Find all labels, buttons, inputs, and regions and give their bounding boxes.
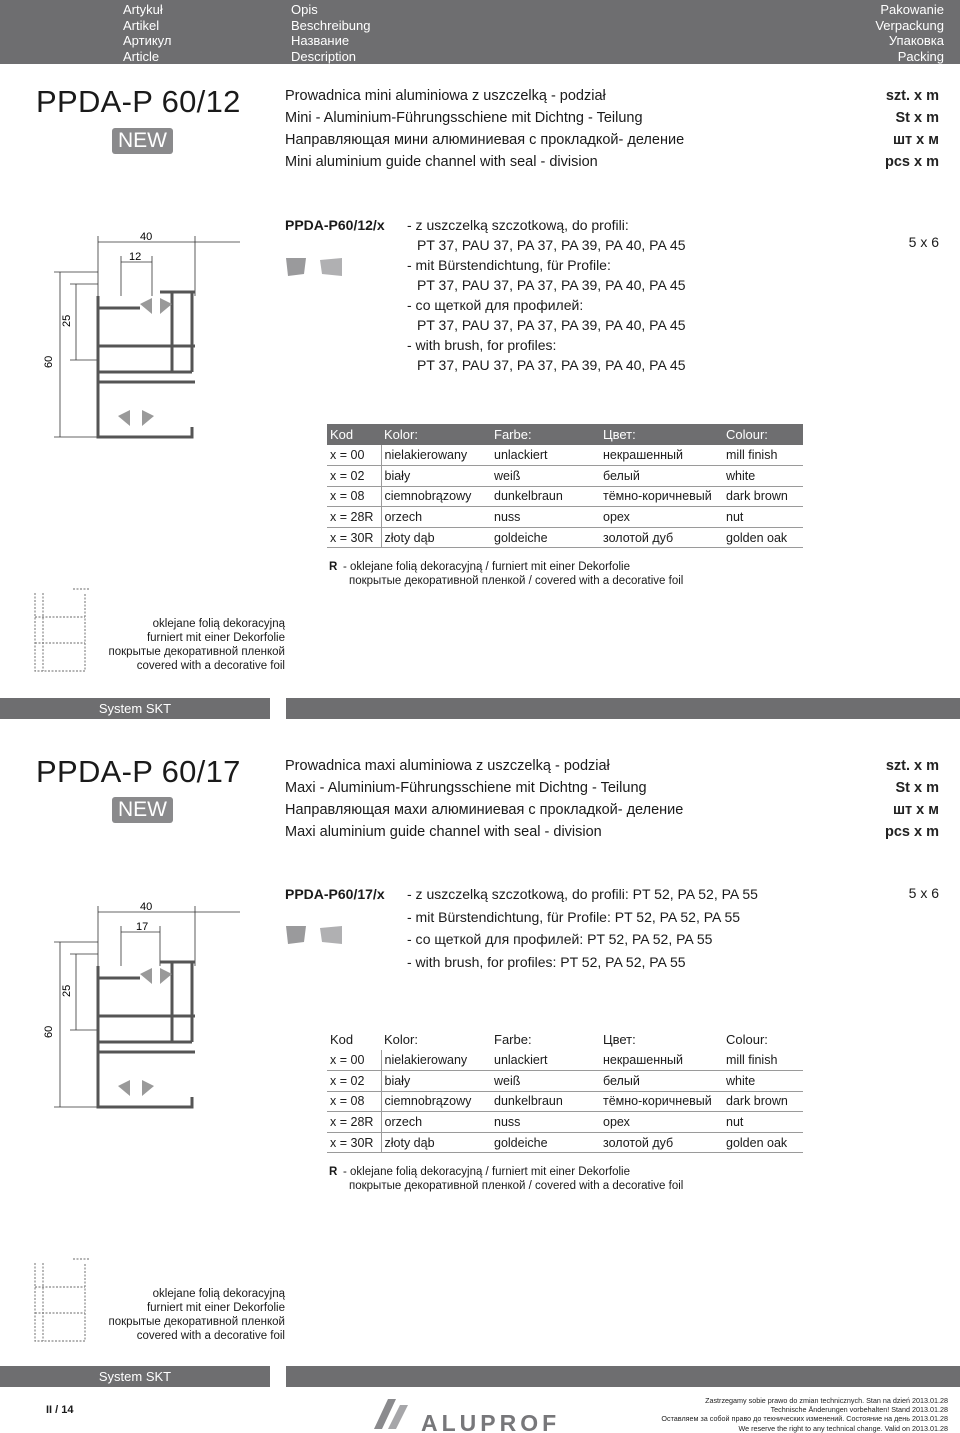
dim-height: 60: [43, 355, 55, 368]
table-row: x = 02 biały weiß белый white: [327, 466, 803, 487]
dim-width: 40: [140, 231, 153, 243]
colour-table: [327, 424, 803, 548]
colour-table-header: Kod Kolor: Farbe: Цвет: Colour:: [327, 1029, 803, 1050]
dim-width: 40: [140, 901, 153, 913]
table-row: x = 08 ciemnobrązowy dunkelbraun тёмно-коричневый dark brown: [327, 486, 803, 507]
brand-logo: ALUPROF: [421, 1410, 561, 1433]
order-code: PPDA-P60/12/x: [285, 217, 385, 233]
table-row: x = 08 ciemnobrązowy dunkelbraun тёмно-коричневый dark brown: [327, 1091, 803, 1112]
order-code: PPDA-P60/17/x: [285, 886, 385, 902]
product-units: szt. x m St x m шт x м pcs x m: [885, 758, 939, 840]
table-row: x = 00 nielakierowany unlackiert некрашенный mill finish: [327, 1050, 803, 1071]
foil-caption: oklejane folią dekoracyjną furniert mit einer Dekorfolie покрытые декоративной пленкой covered with a decorative foil: [108, 1288, 285, 1342]
table-row: x = 00 nielakierowany unlackiert некрашенный mill finish: [327, 445, 803, 466]
pack-quantity: 5 x 6: [908, 234, 939, 250]
foil-note: R - oklejane folią dekoracyjną / furniert mit einer Dekorfolie покрытые декоративной пленкой / covered with a decorative foil: [329, 561, 684, 587]
product-code: PPDA-P 60/12: [36, 84, 241, 119]
table-row: x = 28R orzech nuss орех nut: [327, 1112, 803, 1133]
brush-seal-icon: [284, 256, 346, 278]
table-row: x = 02 biały weiß белый white: [327, 1071, 803, 1092]
foil-caption: oklejane folią dekoracyjną furniert mit einer Dekorfolie покрытые декоративной пленкой covered with a decorative foil: [108, 618, 285, 672]
foil-profile-thumbnail: [33, 587, 91, 673]
dim-partial: 25: [61, 984, 73, 997]
compatibility-spec: - z uszczelką szczotkową, do profili: PT 52, PA 52, PA 55 - mit Bürstendichtung, für Profile: PT 52, PA 52, PA 55 - со щеткой для профилей: PT 52, PA 52, PA 55 - with brush, for profiles: PT 52, PA 52, PA 55: [407, 886, 758, 970]
profile-cross-section-drawing: [40, 222, 210, 444]
system-bar-fill: [286, 698, 960, 719]
legal-notice: Zastrzegamy sobie prawo do zmian technicznych. Stan na dzień 2013.01.28 Technische Änderungen vorbehalten! Stand 2013.01.28 Оставляем за собой право до технических изменений. Состояние на день 2013.01.28 We reserve the right to any technical change. Valid on 2013.01.28: [661, 1396, 948, 1433]
header-packing: Pakowanie Verpackung Упаковка Packing: [875, 2, 944, 64]
new-badge: NEW: [112, 797, 173, 823]
pack-quantity: 5 x 6: [908, 885, 939, 901]
colour-table-header: Kod Kolor: Farbe: Цвет: Colour:: [327, 424, 803, 445]
system-bar: [0, 698, 960, 719]
table-row: x = 30R złoty dąb goldeiche золотой дуб golden oak: [327, 1132, 803, 1153]
product-code: PPDA-P 60/17: [36, 754, 241, 789]
profile-cross-section-drawing: [40, 892, 210, 1114]
new-badge: NEW: [112, 128, 173, 154]
system-label: System SKT: [0, 1366, 270, 1387]
aluprof-logo-icon: [370, 1395, 418, 1433]
dim-inner: 12: [129, 251, 142, 263]
column-header-bar: [0, 0, 960, 64]
colour-table: [327, 1029, 803, 1153]
header-description: Opis Beschreibung Название Description: [291, 2, 371, 64]
header-article: Artykuł Artikel Артикул Article: [123, 2, 172, 64]
dim-partial: 25: [61, 314, 73, 327]
table-row: x = 28R orzech nuss орех nut: [327, 507, 803, 528]
system-bar-fill: [286, 1366, 960, 1387]
product-description: Prowadnica maxi aluminiowa z uszczelką - podział Maxi - Aluminium-Führungsschiene mit Dichtng - Teilung Направляющая махи алюминиевая с прокладкой- деление Maxi aluminium guide channel with seal - division: [285, 758, 684, 840]
dim-inner: 17: [136, 921, 149, 933]
product-description: Prowadnica mini aluminiowa z uszczelką - podział Mini - Aluminium-Führungsschiene mit Dichtng - Teilung Направляющая мини алюминиевая с прокладкой- деление Mini aluminium guide channel with seal - division: [285, 88, 685, 170]
compatibility-spec: - z uszczelką szczotkową, do profili: PT 37, PAU 37, PA 37, PA 39, PA 40, PA 45 - mit Bürstendichtung, für Profile: PT 37, PAU 37, PA 37, PA 39, PA 40, PA 45 - со щеткой для профилей: PT 37, PAU 37, PA 37, PA 39, PA 40, PA 45 - with brush, for profiles: PT 37, PAU 37, PA 37, PA 39, PA 40, PA 45: [407, 217, 686, 373]
foil-profile-thumbnail: [33, 1257, 91, 1343]
dim-height: 60: [43, 1025, 55, 1038]
system-label: System SKT: [0, 698, 270, 719]
product-units: szt. x m St x m шт x м pcs x m: [885, 88, 939, 170]
brush-seal-icon: [284, 924, 346, 946]
page-number: II / 14: [46, 1404, 74, 1416]
table-row: x = 30R złoty dąb goldeiche золотой дуб golden oak: [327, 527, 803, 548]
system-bar: [0, 1366, 960, 1387]
foil-note: R - oklejane folią dekoracyjną / furniert mit einer Dekorfolie покрытые декоративной пленкой / covered with a decorative foil: [329, 1166, 684, 1192]
